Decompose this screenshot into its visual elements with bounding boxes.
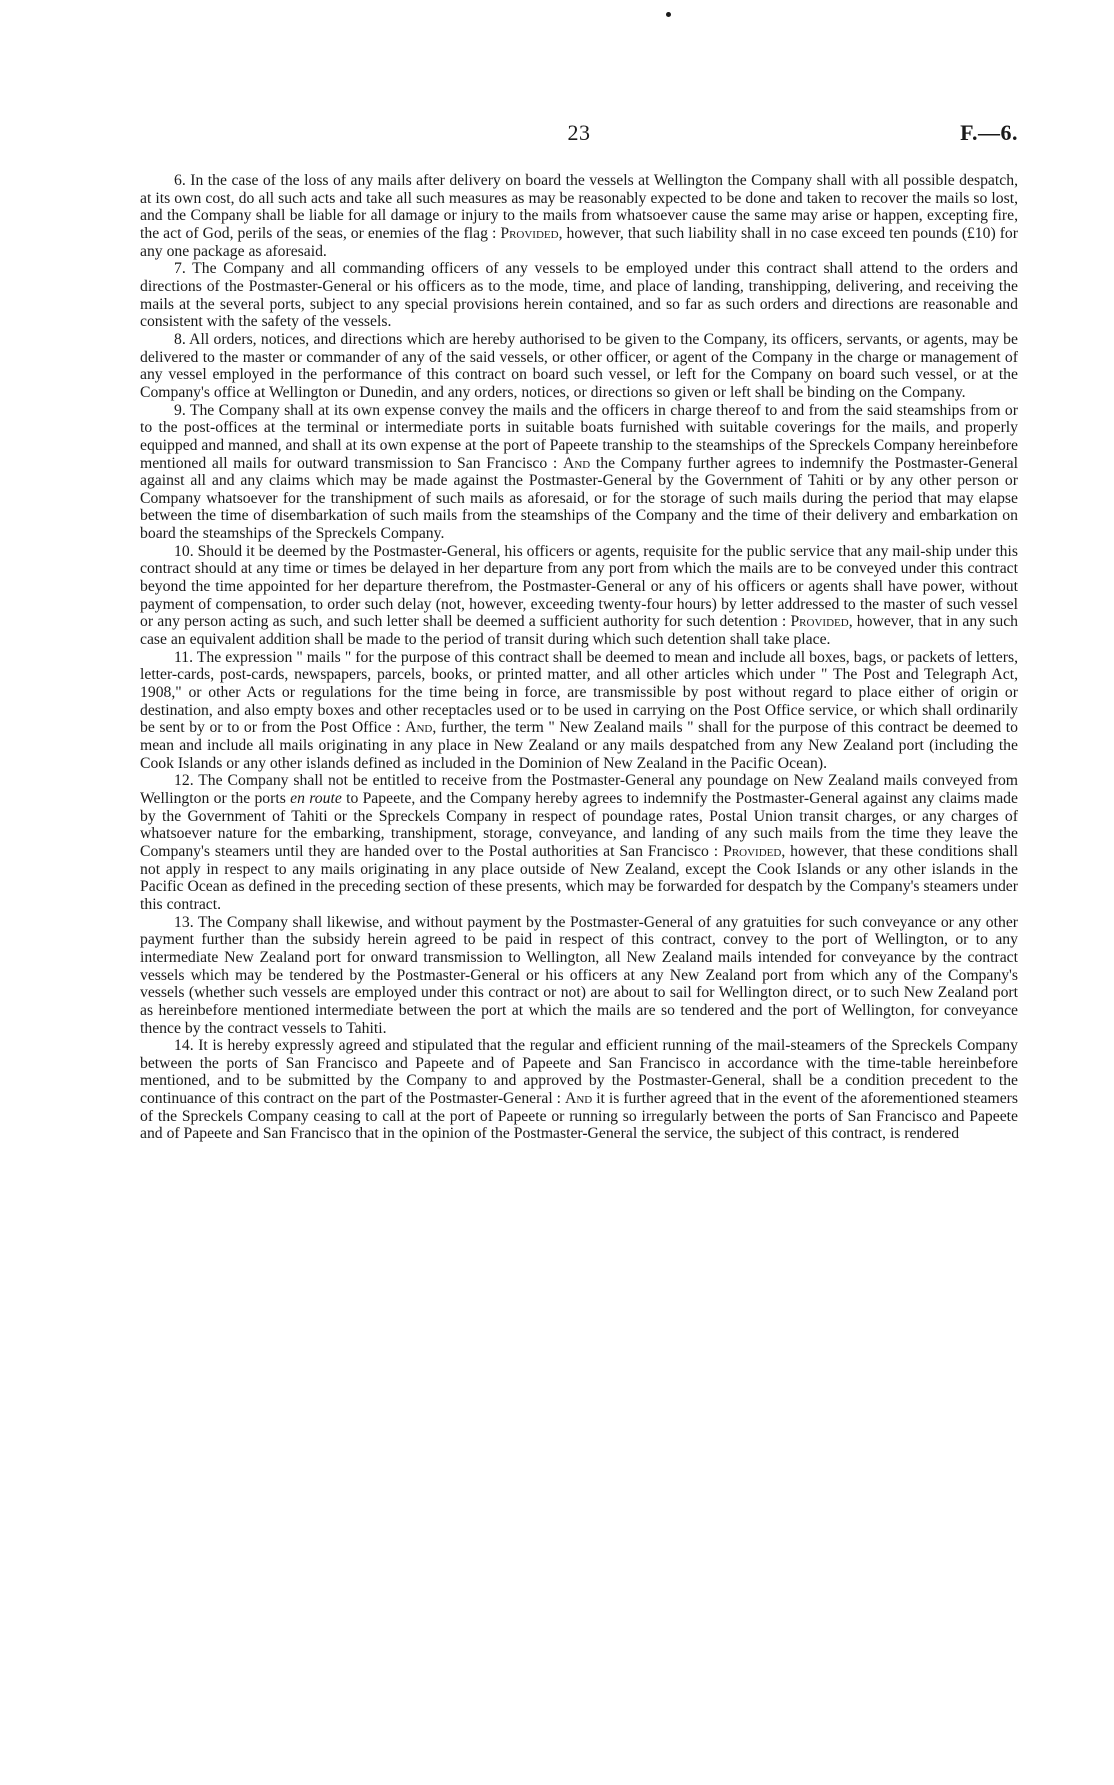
- keyword-provided: Provided: [500, 224, 559, 242]
- contract-body: [140, 172, 1018, 1143]
- clause-7: [140, 260, 1018, 331]
- clause-14: [140, 1037, 1018, 1143]
- keyword-provided: Provided: [790, 613, 849, 631]
- clause-text: 11. The expression " mails " for the purpose of this contract shall be deemed to mean and include all boxes, bags, or packets of letters, letter-cards, post-cards, newspapers, parcels, books, or printed matter, and all other articles which under " The Post and Telegraph Act, 1908," or other Acts or regulations for the time being in force, are transmissible by post without regard to place either of origin or destination, and also empty boxes and other receptacles used or to be used in carrying on the Post Office service, or which shall ordinarily be sent by or to or from the Post Office :: [140, 648, 1018, 737]
- clause-text: , however, that these conditions shall not apply in respect to any mails originating in any place outside of New Zealand, except the Cook Islands or any other islands in the Pacific Ocean as defined in the preceding section of these presents, which may be forwarded for despatch by the Company's steamers under this contract.: [140, 842, 1018, 913]
- clause-text: 12. The Company shall not be entitled to receive from the Postmaster-General any poundage on New Zealand mails conveyed from Wellington or the ports: [140, 772, 1018, 807]
- document-reference: F.—6.: [960, 120, 1018, 145]
- clause-10: [140, 543, 1018, 649]
- keyword-provided: Provided: [723, 842, 782, 860]
- clause-6: [140, 172, 1018, 260]
- clause-text: the Company further agrees to indemnify the Postmaster-General against all and any claims which may be made against the Postmaster-General by the Government of Tahiti or by any other person or Company whatsoever for the transhipment of such mails as aforesaid, or for the storage of such mails during the period that may elapse between the time of disembarkation of such mails from the steamships of the Company and the time of their delivery and embarkation on board the steamships of the Spreckels Company.: [140, 454, 1018, 543]
- clause-text: to Papeete, and the Company hereby agrees to indemnify the Postmaster-General against any claims made by the Government of Tahiti or the Spreckels Company in respect of poundage rates, Postal Union transit charges, or any charges of whatsoever nature for the embarking, transhipment, storage, conveyance, and landing of any such mails from the time they leave the Company's steamers until they are handed over to the Postal authorities at San Francisco :: [140, 789, 1018, 860]
- clause-text: it is further agreed that in the event of the aforementioned steamers of the Spreckels Company ceasing to call at the port of Papeete or running so irregularly between the ports of San Francisco and Papeete and of Papeete and San Francisco that in the opinion of the Postmaster-General the service, the subject of this contract, is rendered: [140, 1090, 1018, 1143]
- clause-text: 7. The Company and all commanding officers of any vessels to be employed under this contract shall attend to the orders and directions of the Postmaster-General or his officers as to the mode, time, and place of landing, transhipping, delivering, and receiving the mails at the several ports, subject to any special provisions herein contained, and so far as such orders and directions are reasonable and consistent with the safety of the vessels.: [140, 260, 1018, 331]
- keyword-and: And: [405, 719, 433, 737]
- clause-text: 8. All orders, notices, and directions which are hereby authorised to be given to the Company, its officers, servants, or agents, may be delivered to the master or commander of any of the said vessels, or other officer, or agent of the Company in the charge or management of any vessel employed in the performance of this contract on board such vessel, or left for the Company on board such vessel, or at the Company's office at Wellington or Dunedin, and any orders, notices, or directions so given or left shall be binding on the Company.: [140, 330, 1018, 401]
- clause-text: 14. It is hereby expressly agreed and stipulated that the regular and efficient running of the mail-steamers of the Spreckels Company between the ports of San Francisco and Papeete and of Papeete and San Francisco in accordance with the time-table hereinbefore mentioned, and to be submitted by the Company to and approved by the Postmaster-General, shall be a condition precedent to the continuance of this contract on the part of the Postmaster-General :: [140, 1037, 1018, 1108]
- clause-text: , however, that in any such case an equivalent addition shall be made to the period of transit during which such detention shall take place.: [140, 613, 1019, 649]
- clause-12: [140, 772, 1018, 913]
- keyword-and: And: [565, 1090, 593, 1108]
- clause-9: [140, 402, 1018, 543]
- clause-13: [140, 914, 1018, 1038]
- clause-text: , further, the term " New Zealand mails " shall for the purpose of this contract be deemed to mean and include all mails originating in any place in New Zealand or any mails despatched from any New Zealand port (including the Cook Islands or any other islands defined as included in the Dominion of New Zealand in the Pacific Ocean).: [140, 719, 1018, 772]
- keyword-and: And: [563, 454, 591, 472]
- clause-text: 13. The Company shall likewise, and without payment by the Postmaster-General of any gratuities for such conveyance or any other payment further than the subsidy herein agreed to be paid in respect of this contract, convey to the port of Wellington, or to any intermediate New Zealand port for onward transmission to Wellington, all New Zealand mails intended for conveyance by the contract vessels which may be tendered by the Postmaster-General or his officers at any New Zealand port from which any of the Company's vessels (whether such vessels are employed under this contract or not) are about to sail for Wellington direct, or to such New Zealand port as hereinbefore mentioned intermediate between the port at which the mails are so tendered and the port of Wellington, for conveyance thence by the contract vessels to Tahiti.: [140, 913, 1018, 1037]
- page-header: [140, 120, 1018, 150]
- phrase-en-route: en route: [290, 789, 342, 807]
- clause-11: [140, 649, 1018, 773]
- clause-text: 6. In the case of the loss of any mails after delivery on board the vessels at Wellington the Company shall with all possible despatch, at its own cost, do all such acts and take all such measures as may be reasonably expected to be done and taken to recover the mails so lost, and the Company shall be liable for all damage or injury to the mails from whatsoever cause the same may arise or happen, excepting fire, the act of God, perils of the seas, or enemies of the flag :: [140, 172, 1018, 242]
- clause-text: 10. Should it be deemed by the Postmaster-General, his officers or agents, requisite for the public service that any mail-ship under this contract should at any time or times be delayed in her departure from any port from which the mails are to be conveyed under this contract beyond the time appointed for her departure therefrom, the Postmaster-General or any of his officers or agents shall have power, without payment of compensation, to order such delay (not, however, exceeding twenty-four hours) by letter addressed to the master of such vessel or any person acting as such, and such letter shall be deemed a sufficient authority for such detention :: [140, 542, 1018, 631]
- ink-dot-mark: [666, 12, 671, 17]
- clause-8: [140, 331, 1018, 402]
- clause-text: 9. The Company shall at its own expense convey the mails and the officers in charge thereof to and from the said steamships from or to the post-offices at the terminal or intermediate ports in suitable boats furnished with suitable coverings for the mails, and properly equipped and manned, and shall at its own expense at the port of Papeete tranship to the steamships of the Spreckels Company hereinbefore mentioned all mails for outward transmission to San Francisco :: [140, 401, 1018, 472]
- page-number: 23: [567, 120, 591, 145]
- clause-text: , however, that such liability shall in no case exceed ten pounds (£10) for any one package as aforesaid.: [140, 224, 1018, 260]
